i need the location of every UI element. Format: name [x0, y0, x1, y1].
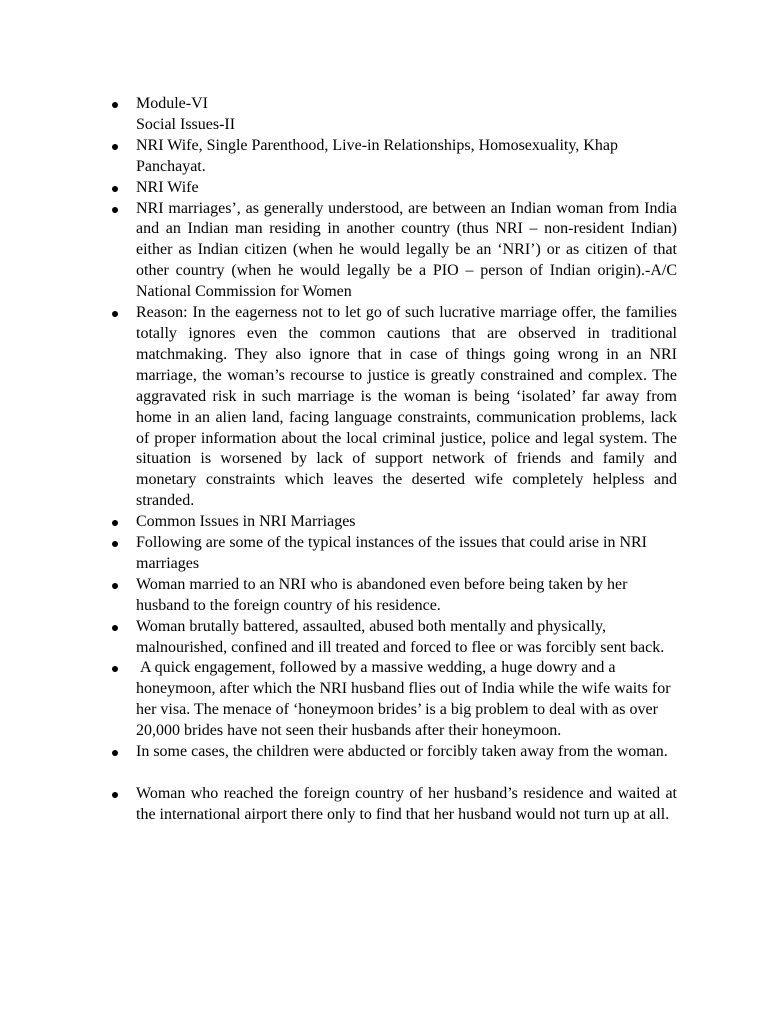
list-item-text: A quick engagement, followed by a massive wedding, a huge dowry and a honeymoon, after which the NRI husband flies out of India while the wife waits for her visa. The menace of ‘honeymoon brides’ is a big problem to deal with as over 20,000 brides have not seen their husbands after their honeymoon.: [136, 659, 675, 740]
list-item-airport: [110, 784, 677, 826]
bullet-icon: [112, 792, 118, 798]
bullet-icon: [112, 666, 118, 672]
list-item-module-heading: [110, 94, 677, 136]
list-item-text: NRI marriages’, as generally understood, are between an Indian woman from India and an Indian man residing in another country (thus NRI – non-resident Indian) either as Indian citizen (when he would legally be an ‘NRI’) or as citizen of that other country (when he would legally be a PIO – person of Indian origin).-A/C National Commission for Women: [136, 199, 677, 301]
list-item-text: Common Issues in NRI Marriages: [136, 513, 356, 531]
bullet-icon: [112, 750, 118, 756]
list-item-text: Reason: In the eagerness not to let go of such lucrative marriage offer, the families totally ignores even the common cautions that are observed in traditional matchmaking. They also ignore that in case of things going wrong in an NRI marriage, the woman’s recourse to justice is greatly constrained and complex. The aggravated risk in such marriage is the woman is being ‘isolated’ far away from home in an alien land, facing language constraints, communication problems, lack of proper information about the local criminal justice, police and legal system. The situation is worsened by lack of support network of friends and family and monetary constraints which leaves the deserted wife completely helpless and stranded.: [136, 304, 677, 510]
list-item-text: Woman who reached the foreign country of her husband’s residence and waited at the international airport there only to find that her husband would not turn up at all.: [136, 784, 677, 823]
bullet-icon: [112, 583, 118, 589]
list-item-reason: [110, 303, 677, 512]
list-item-battered: [110, 617, 677, 659]
bullet-icon: [112, 625, 118, 631]
list-item-text: Woman married to an NRI who is abandoned even before being taken by her husband to the foreign country of his residence.: [136, 575, 628, 614]
list-item-text: NRI Wife, Single Parenthood, Live-in Relationships, Homosexuality, Khap Panchayat.: [136, 136, 618, 175]
bullet-icon: [112, 311, 118, 317]
module-subtitle: Social Issues-II: [136, 115, 236, 133]
list-item-common-issues-heading: [110, 512, 677, 533]
list-item-topics: [110, 136, 677, 178]
blank-line: [110, 763, 677, 784]
list-item-definition: [110, 199, 677, 304]
list-item-text: In some cases, the children were abducted or forcibly taken away from the woman.: [136, 743, 668, 761]
bullet-icon: [112, 520, 118, 526]
list-item-text: NRI Wife: [136, 178, 199, 196]
list-item-typical-instances: [110, 533, 677, 575]
bullet-list: [110, 94, 677, 826]
bullet-icon: [112, 541, 118, 547]
list-item-nri-wife-heading: [110, 178, 677, 199]
bullet-icon: [112, 186, 118, 192]
document-body: [110, 94, 677, 826]
bullet-icon: [112, 102, 118, 108]
list-item-text: Woman brutally battered, assaulted, abused both mentally and physically, malnourished, confined and ill treated and forced to flee or was forcibly sent back.: [136, 617, 665, 656]
list-item-abandoned: [110, 575, 677, 617]
list-item-honeymoon-brides: [110, 658, 677, 742]
module-title: Module-VI: [136, 95, 208, 112]
bullet-icon: [112, 144, 118, 150]
bullet-icon: [112, 207, 118, 213]
list-item-text: Following are some of the typical instances of the issues that could arise in NRI marriages: [136, 534, 647, 572]
list-item-children-abducted: [110, 742, 677, 763]
